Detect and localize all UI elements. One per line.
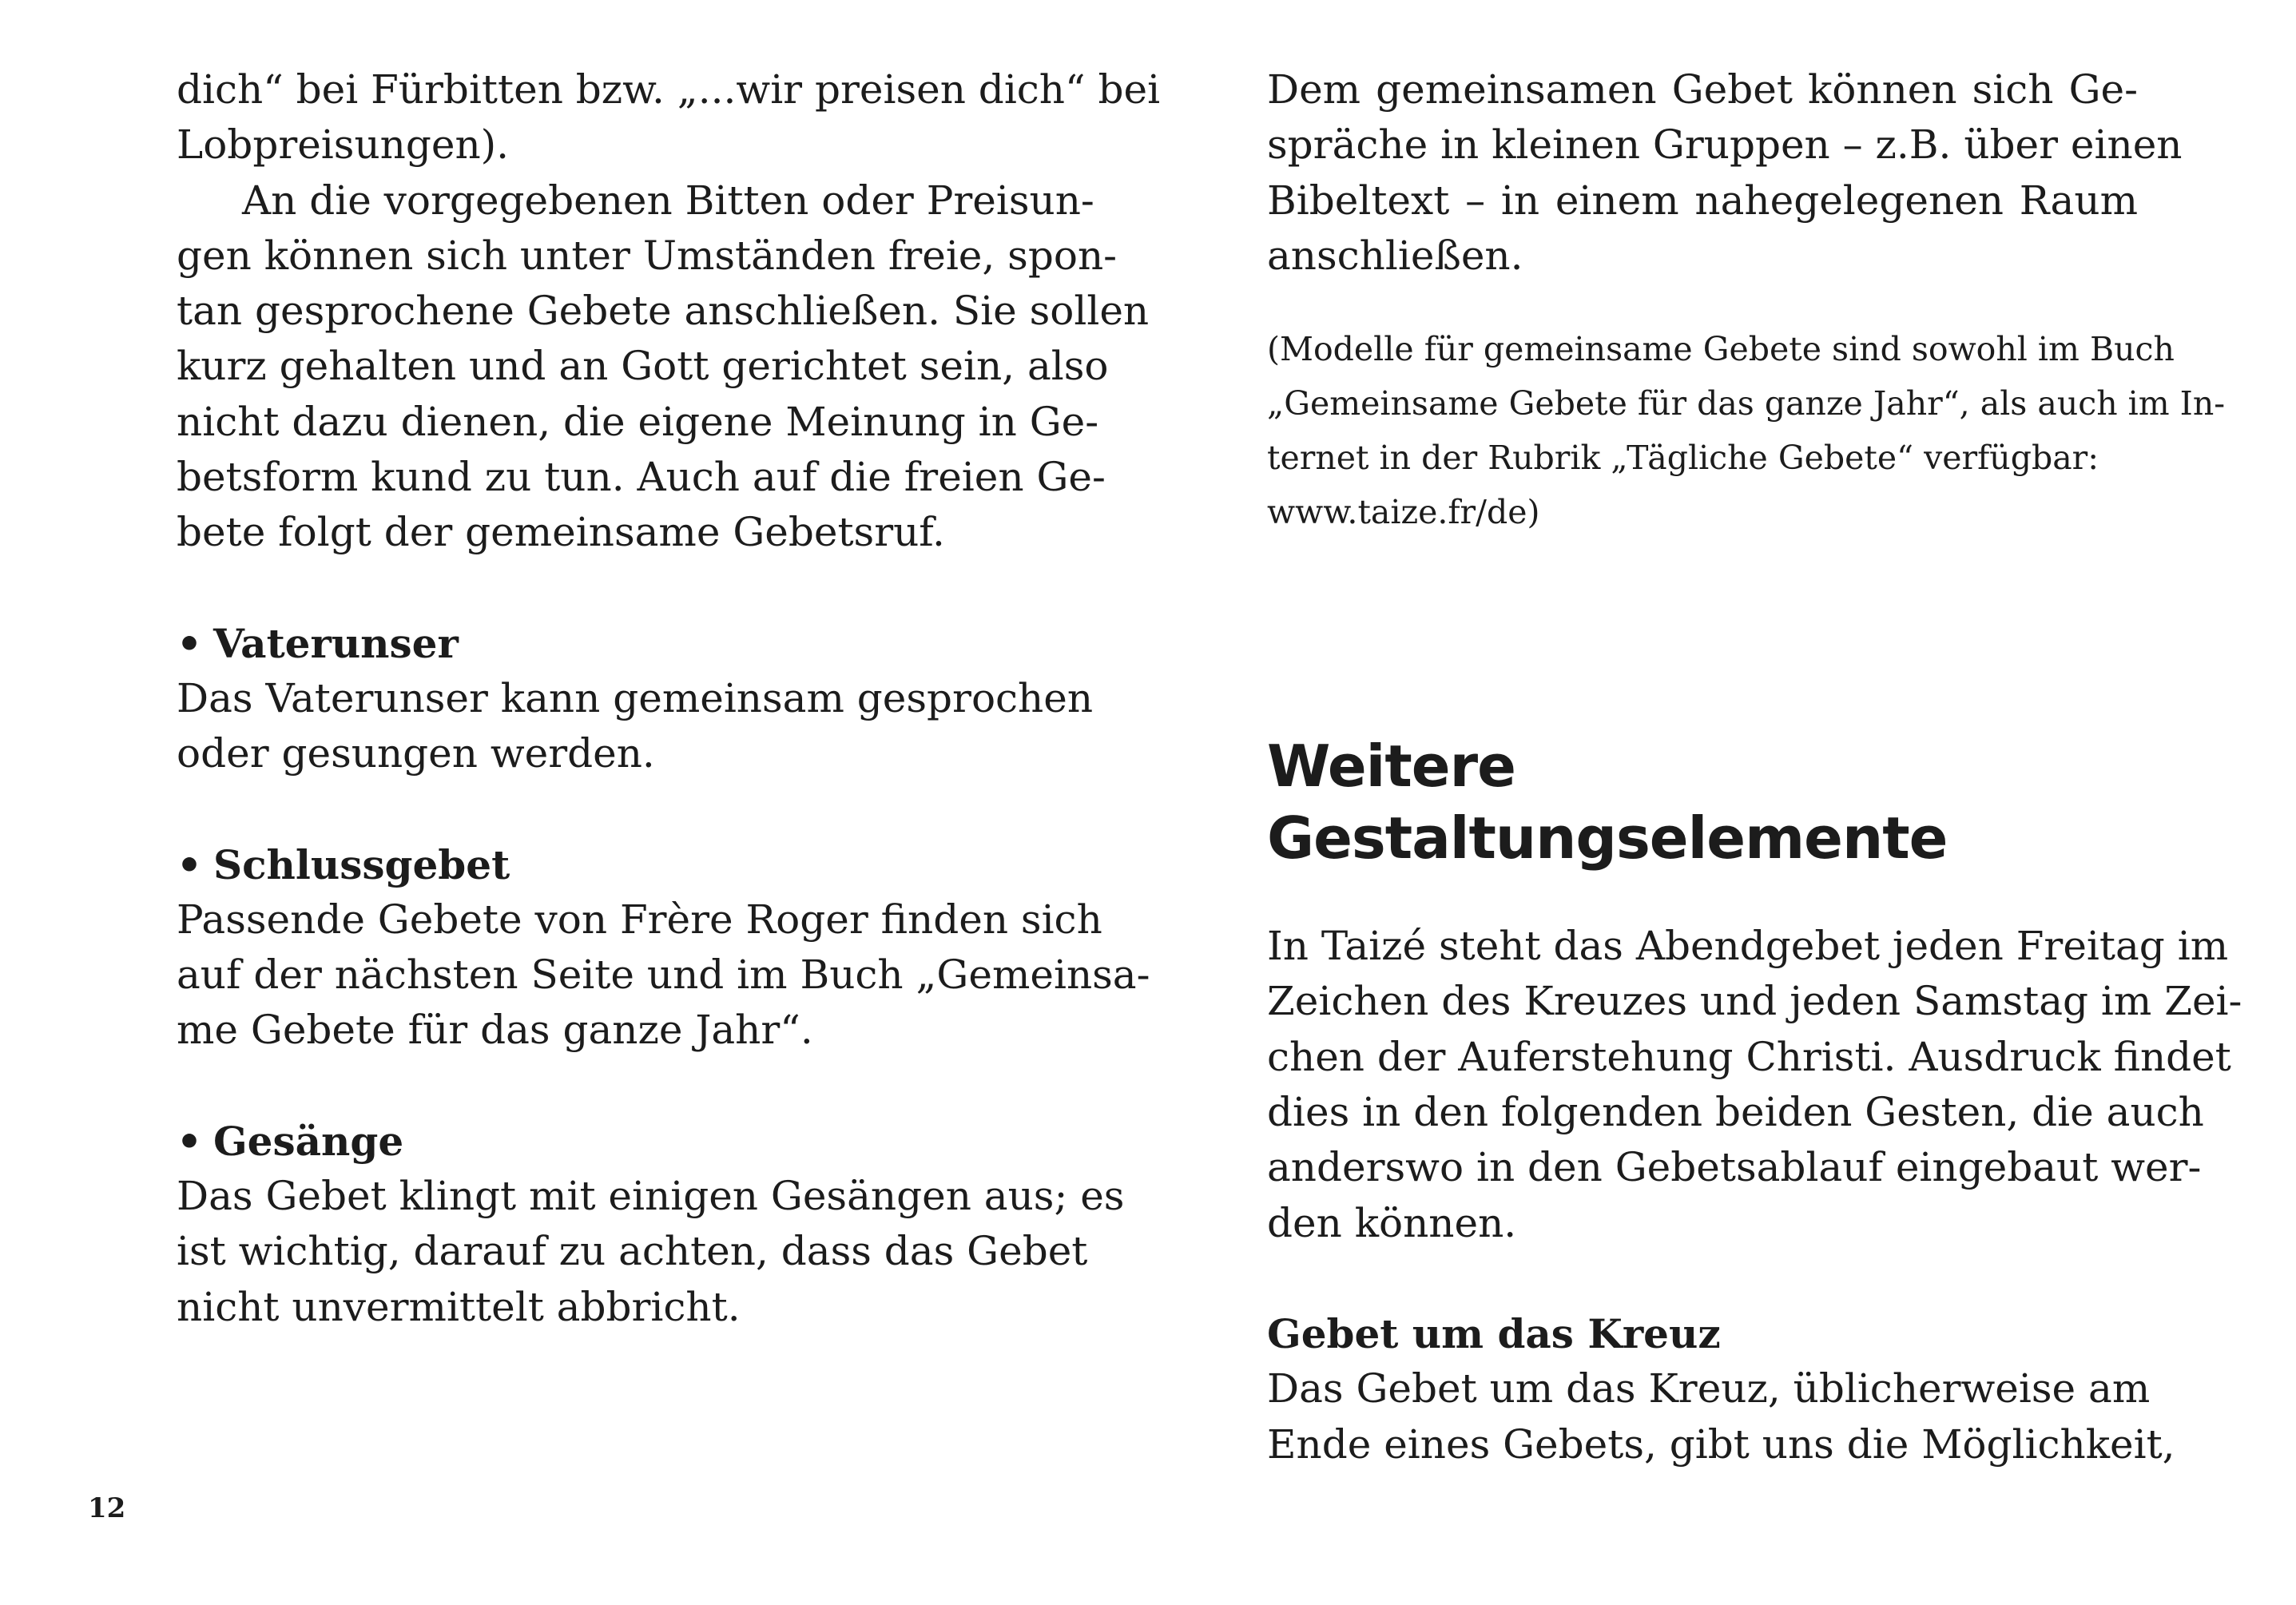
section-title: Weitere Gestaltungselemente <box>1267 733 1948 872</box>
text-line: Das Gebet klingt mit einigen Gesängen aus; es <box>177 1173 1125 1220</box>
kreuz-paragraph <box>1267 1361 2175 1472</box>
text-line: Passende Gebete von Frère Roger finden sich <box>177 896 1102 943</box>
website-link: www.taize.fr/de) <box>1267 493 1540 532</box>
text-line: chen der Auferstehung Christi. Ausdruck findet <box>1267 1033 2231 1080</box>
right-column <box>1267 62 2242 1472</box>
text-line: ternet in der Rubrik „Tägliche Gebete“ verfügbar: <box>1267 439 2099 478</box>
free-prayers-paragraph <box>177 173 1150 561</box>
text-line: ist wichtig, darauf zu achten, dass das Gebet <box>177 1228 1088 1275</box>
intro-paragraph <box>177 62 1161 173</box>
page-number: 12 <box>88 1492 126 1524</box>
text-line: „Gemeinsame Gebete für das ganze Jahr“, als auch im In- <box>1267 384 2226 423</box>
text-line: anderswo in den Gebetsablauf eingebaut wer- <box>1267 1144 2202 1191</box>
schlussgebet-paragraph <box>177 892 1150 1059</box>
gesaenge-paragraph <box>177 1169 1125 1335</box>
text-line: dich“ bei Fürbitten bzw. „...wir preisen dich“ bei <box>177 66 1161 113</box>
text-line: betsform kund zu tun. Auch auf die freien Ge- <box>177 454 1106 501</box>
bullet: • <box>177 1117 202 1165</box>
section-paragraph <box>1267 919 2242 1251</box>
text-line: den können. <box>1267 1199 1517 1246</box>
text-line: oder gesungen werden. <box>177 730 655 777</box>
text-line: anschließen. <box>1267 232 1523 279</box>
kreuz-heading: Gebet um das Kreuz <box>1267 1309 1721 1357</box>
text-line: tan gesprochene Gebete anschließen. Sie sollen <box>177 288 1150 335</box>
text-line: Ende eines Gebets, gibt uns die Möglichkeit, <box>1267 1420 2175 1468</box>
text-line: (Modelle für gemeinsame Gebete sind sowohl im Buch <box>1267 330 2175 369</box>
vaterunser-paragraph <box>177 671 1094 782</box>
text-line: dies in den folgenden beiden Gesten, die auch <box>1267 1089 2204 1136</box>
models-note <box>1267 322 2226 539</box>
heading-text: Schlussgebet <box>213 840 510 888</box>
text-line: Lobpreisungen). <box>177 121 510 169</box>
text-line: nicht unvermittelt abbricht. <box>177 1283 741 1330</box>
text-line: nicht dazu dienen, die eigene Meinung in Ge- <box>177 398 1099 445</box>
text-line: Dem gemeinsamen Gebet können sich Ge- <box>1267 66 2138 113</box>
schlussgebet-heading <box>177 837 1047 892</box>
gesaenge-heading <box>177 1114 1047 1169</box>
heading-text: Vaterunser <box>213 619 459 667</box>
text-line: auf der nächsten Seite und im Buch „Gemeinsa- <box>177 951 1150 999</box>
text-line: kurz gehalten und an Gott gerichtet sein, also <box>177 343 1109 390</box>
bullet: • <box>177 840 202 888</box>
text-line: Zeichen des Kreuzes und jeden Samstag im Zei- <box>1267 978 2242 1025</box>
vaterunser-heading <box>177 616 1047 671</box>
text-line: bete folgt der gemeinsame Gebetsruf. <box>177 509 945 556</box>
text-line: gen können sich unter Umständen freie, spon- <box>177 232 1118 279</box>
heading-text: Gesänge <box>213 1117 404 1165</box>
groups-paragraph <box>1267 62 2183 284</box>
left-column <box>177 62 1161 1335</box>
text-line: Das Vaterunser kann gemeinsam gesprochen <box>177 674 1094 721</box>
bullet: • <box>177 619 202 667</box>
text-line: spräche in kleinen Gruppen – z.B. über einen <box>1267 121 2183 169</box>
text-line: me Gebete für das ganze Jahr“. <box>177 1007 813 1054</box>
text-line: Bibeltext – in einem nahegelegenen Raum <box>1267 177 2138 224</box>
text-line: An die vorgegebenen Bitten oder Preisun- <box>242 177 1094 224</box>
text-line: In Taizé steht das Abendgebet jeden Freitag im <box>1267 923 2229 970</box>
text-line: Das Gebet um das Kreuz, üblicherweise am <box>1267 1365 2151 1412</box>
